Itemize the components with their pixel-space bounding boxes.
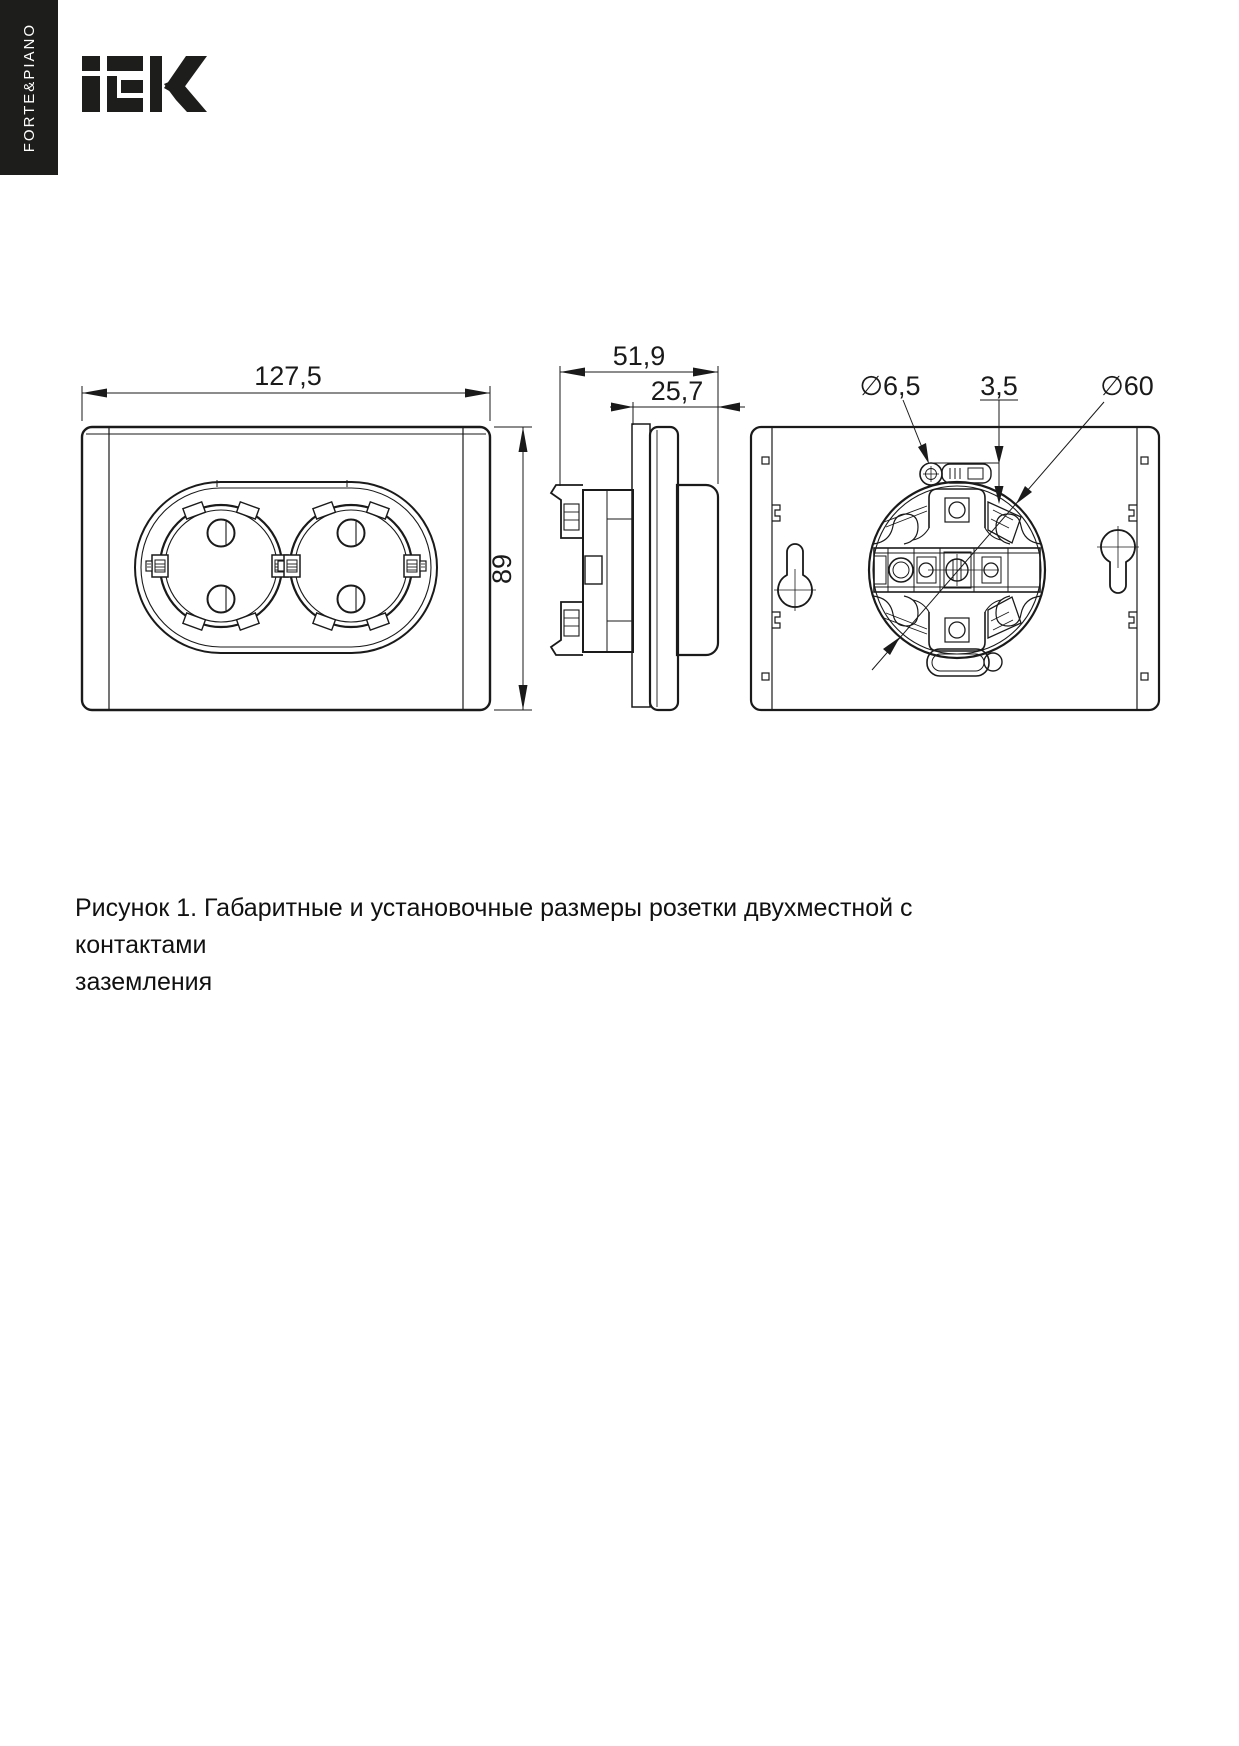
keyhole-left	[774, 544, 816, 611]
socket-right	[290, 502, 412, 630]
dim-label-depth-front: 25,7	[650, 376, 704, 406]
dim-label-width: 127,5	[254, 361, 322, 391]
brand-sidebar-label: FORTE&PIANO	[20, 22, 38, 153]
dim-label-screw-dia: ∅6,5	[859, 371, 921, 401]
figure-caption-line2: заземления	[75, 968, 213, 996]
keyhole-right	[1097, 526, 1139, 593]
front-view-drawing	[82, 427, 490, 710]
socket-left	[160, 502, 282, 630]
dim-label-depth-total: 51,9	[612, 341, 666, 371]
dim-label-box-dia: ∅60	[1100, 371, 1154, 401]
figure-caption	[75, 890, 975, 1001]
side-view-drawing	[551, 424, 718, 710]
rear-view-drawing	[751, 427, 1159, 710]
dim-label-claw: 3,5	[980, 371, 1018, 401]
ground-clips	[146, 555, 426, 577]
front-view-dimensions	[82, 386, 532, 710]
figure-caption-line1: Рисунок 1. Габаритные и установочные размеры розетки двухместной с контактами	[75, 894, 913, 959]
technical-drawing	[0, 0, 1239, 780]
dim-label-height: 89	[487, 553, 517, 585]
